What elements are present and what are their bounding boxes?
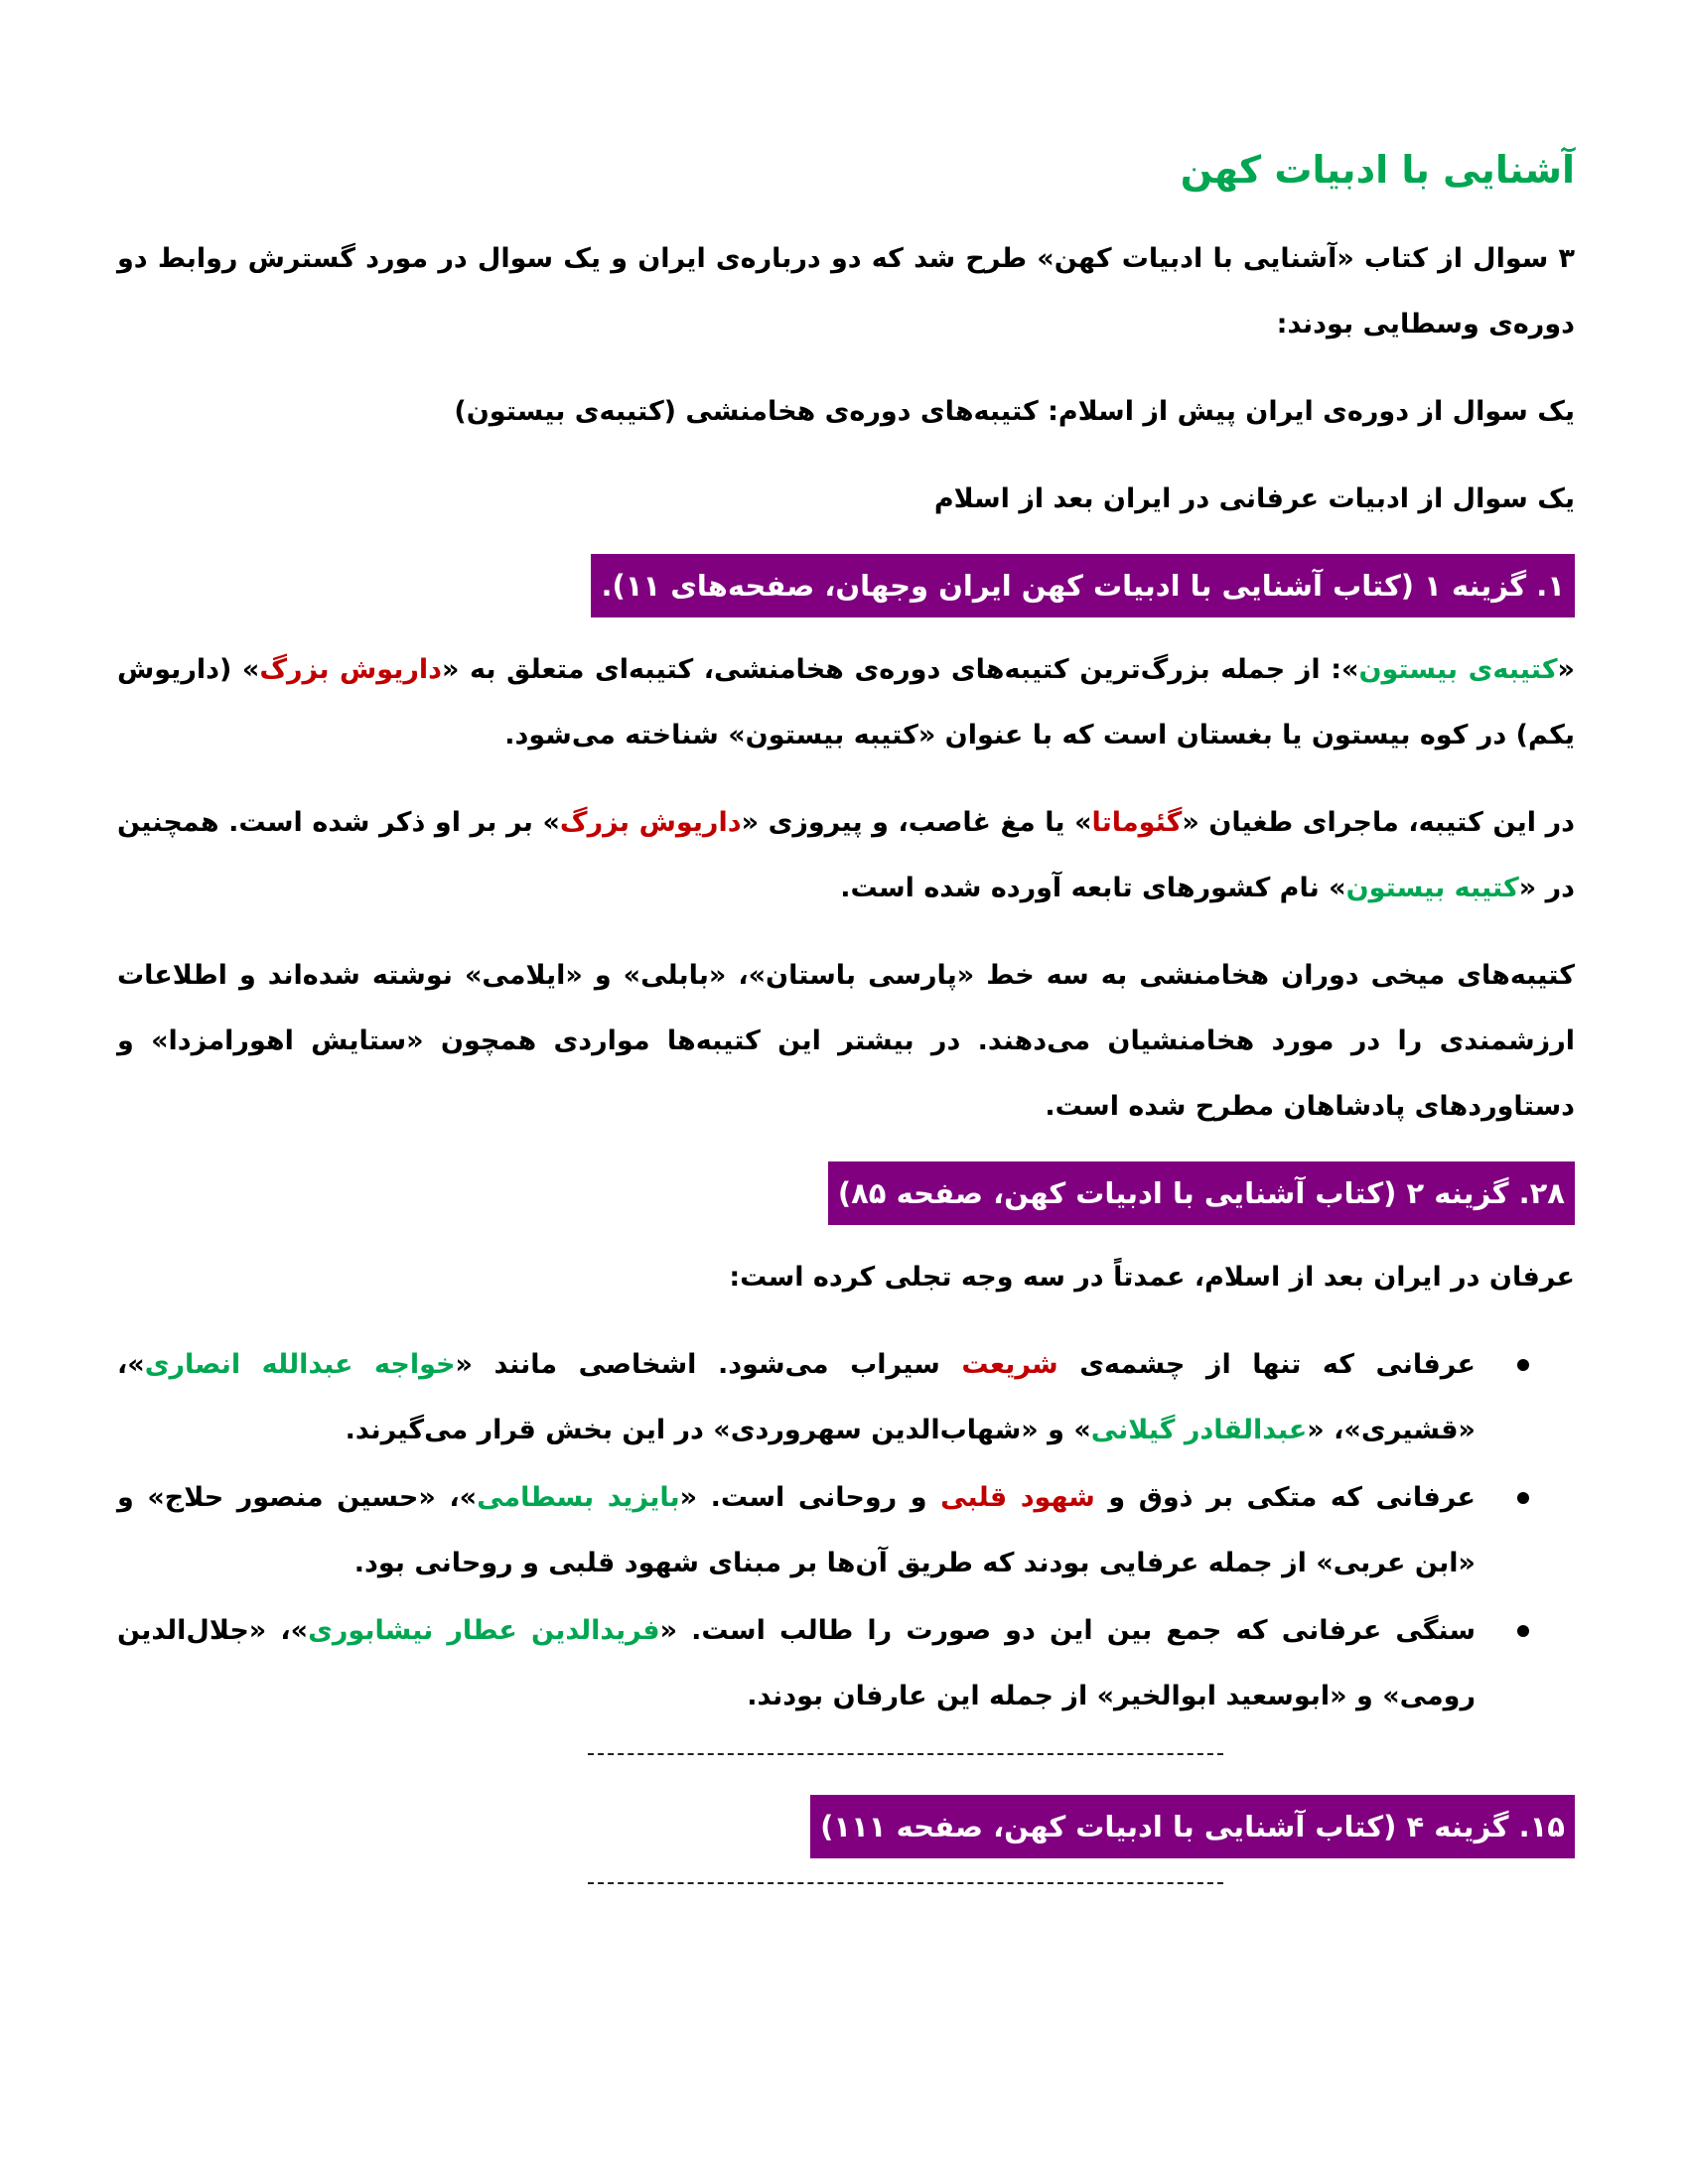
- highlight-green: عبدالقادر گیلانی: [1090, 1415, 1308, 1445]
- separator-2-row: [117, 1882, 1575, 1884]
- text: » بر بر او ذکر شده است. همچنین در «: [117, 807, 1575, 903]
- section-2-bullet-list: [117, 1332, 1575, 1729]
- text: » (داریوش یکم) در کوه بیستون یا بغستان است که با عنوان «کتیبه بیستون» شناخته می‌شود.: [117, 654, 1575, 751]
- dashed-separator: [588, 1753, 1223, 1755]
- bullet-icon: [1517, 1492, 1529, 1504]
- section-2-intro: عرفان در ایران بعد از اسلام، عمدتاً در سه وجه تجلی کرده است:: [729, 1262, 1575, 1293]
- bullet-icon: [1517, 1625, 1529, 1637]
- highlight-red: گئوماتا: [1091, 807, 1183, 838]
- section-1-paragraph-3: کتیبەهای میخی دوران هخامنشی به سه خط «پارسی باستان»، «بابلی» و «ایلامی» نوشته شدەاند و اطلاعات ارزشمندی را در مورد هخامنشیان می‌دهند. در بیشتر این کتیبەها مواردی همچون «ستایش اهورامزدا» و دستاوردهای پادشاهان مطرح شده است.: [117, 960, 1575, 1122]
- intro-line-1: یک سوال از دورەی ایران پیش از اسلام: کتیبەهای دورەی هخامنشی (کتیبەی بیستون): [454, 396, 1575, 427]
- highlight-green: بایزید بسطامی: [477, 1482, 680, 1513]
- text: عرفانی که متکی بر ذوق و: [1094, 1482, 1476, 1513]
- section-1-header-row: [117, 554, 1575, 617]
- bullet-item: [117, 1465, 1476, 1596]
- text: «: [1557, 654, 1575, 685]
- highlight-red: داریوش بزرگ: [559, 807, 742, 838]
- highlight-red: داریوش بزرگ: [259, 654, 443, 685]
- text: »، «حسین منصور حلاج» و «ابن عربی» از جمله عرفایی بودند که طریق آن‌ها بر مبنای شهود قلبی و روحانی بود.: [117, 1482, 1476, 1578]
- bullet-item: [117, 1332, 1476, 1463]
- text: سیراب می‌شود. اشخاصی مانند «: [455, 1349, 962, 1380]
- text: عرفانی که تنها از چشمەی: [1057, 1349, 1476, 1380]
- highlight-green: فریدالدین عطار نیشابوری: [308, 1615, 660, 1646]
- text: » یا مغ غاصب، و پیروزی «: [741, 807, 1092, 838]
- text: و روحانی است. «: [679, 1482, 941, 1513]
- section-1-paragraph-1: [117, 637, 1575, 768]
- bullet-item: [117, 1598, 1476, 1729]
- highlight-green: خواجه عبدالله انصاری: [144, 1349, 456, 1380]
- separator-1-row: [117, 1753, 1575, 1755]
- section-1-banner: ۱. گزینه ۱ (کتاب آشنایی با ادبیات کهن ایران وجهان، صفحەهای ۱۱).: [591, 554, 1575, 617]
- text: » و «شهاب‌الدین سهروردی» در این بخش قرار می‌گیرند.: [345, 1415, 1091, 1445]
- highlight-red: شهود قلبی: [940, 1482, 1095, 1513]
- text: »، «قشیری»، «: [117, 1349, 1476, 1445]
- intro-paragraph: ۳ سوال از کتاب «آشنایی با ادبیات کهن» طرح شد که دو دربارەی ایران و یک سوال در مورد گسترش روابط دو دورەی وسطایی بودند:: [117, 243, 1575, 340]
- highlight-red: شریعت: [961, 1349, 1058, 1380]
- bullet-icon: [1517, 1359, 1529, 1371]
- intro-line-2: یک سوال از ادبیات عرفانی در ایران بعد از اسلام: [933, 483, 1575, 514]
- section-1-paragraph-2: [117, 790, 1575, 921]
- text: »، «جلال‌الدین رومی» و «ابوسعید ابوالخیر» از جمله این عارفان بودند.: [117, 1615, 1476, 1711]
- text: » نام کشورهای تابعه آورده شده است.: [840, 873, 1346, 903]
- highlight-green: کتیبەی بیستون: [1358, 654, 1558, 685]
- section-3-header-row: [117, 1795, 1575, 1858]
- text: سنگی عرفانی که جمع بین این دو صورت را طالب است. «: [659, 1615, 1476, 1646]
- section-2-banner: ۲۸. گزینه ۲ (کتاب آشنایی با ادبیات کهن، صفحه ۸۵): [828, 1161, 1575, 1225]
- dashed-separator: [588, 1882, 1223, 1884]
- section-2-header-row: [117, 1161, 1575, 1225]
- document-page: [117, 139, 1575, 1924]
- text: در این کتیبه، ماجرای طغیان «: [1182, 807, 1575, 838]
- text: »: از جمله بزرگ‌ترین کتیبەهای دورەی هخامنشی، کتیبەای متعلق به «: [442, 654, 1359, 685]
- highlight-green: کتیبه بیستون: [1345, 873, 1519, 903]
- section-3-banner: ۱۵. گزینه ۴ (کتاب آشنایی با ادبیات کهن، صفحه ۱۱۱): [810, 1795, 1575, 1858]
- page-title: آشنایی با ادبیات کهن: [1180, 148, 1575, 192]
